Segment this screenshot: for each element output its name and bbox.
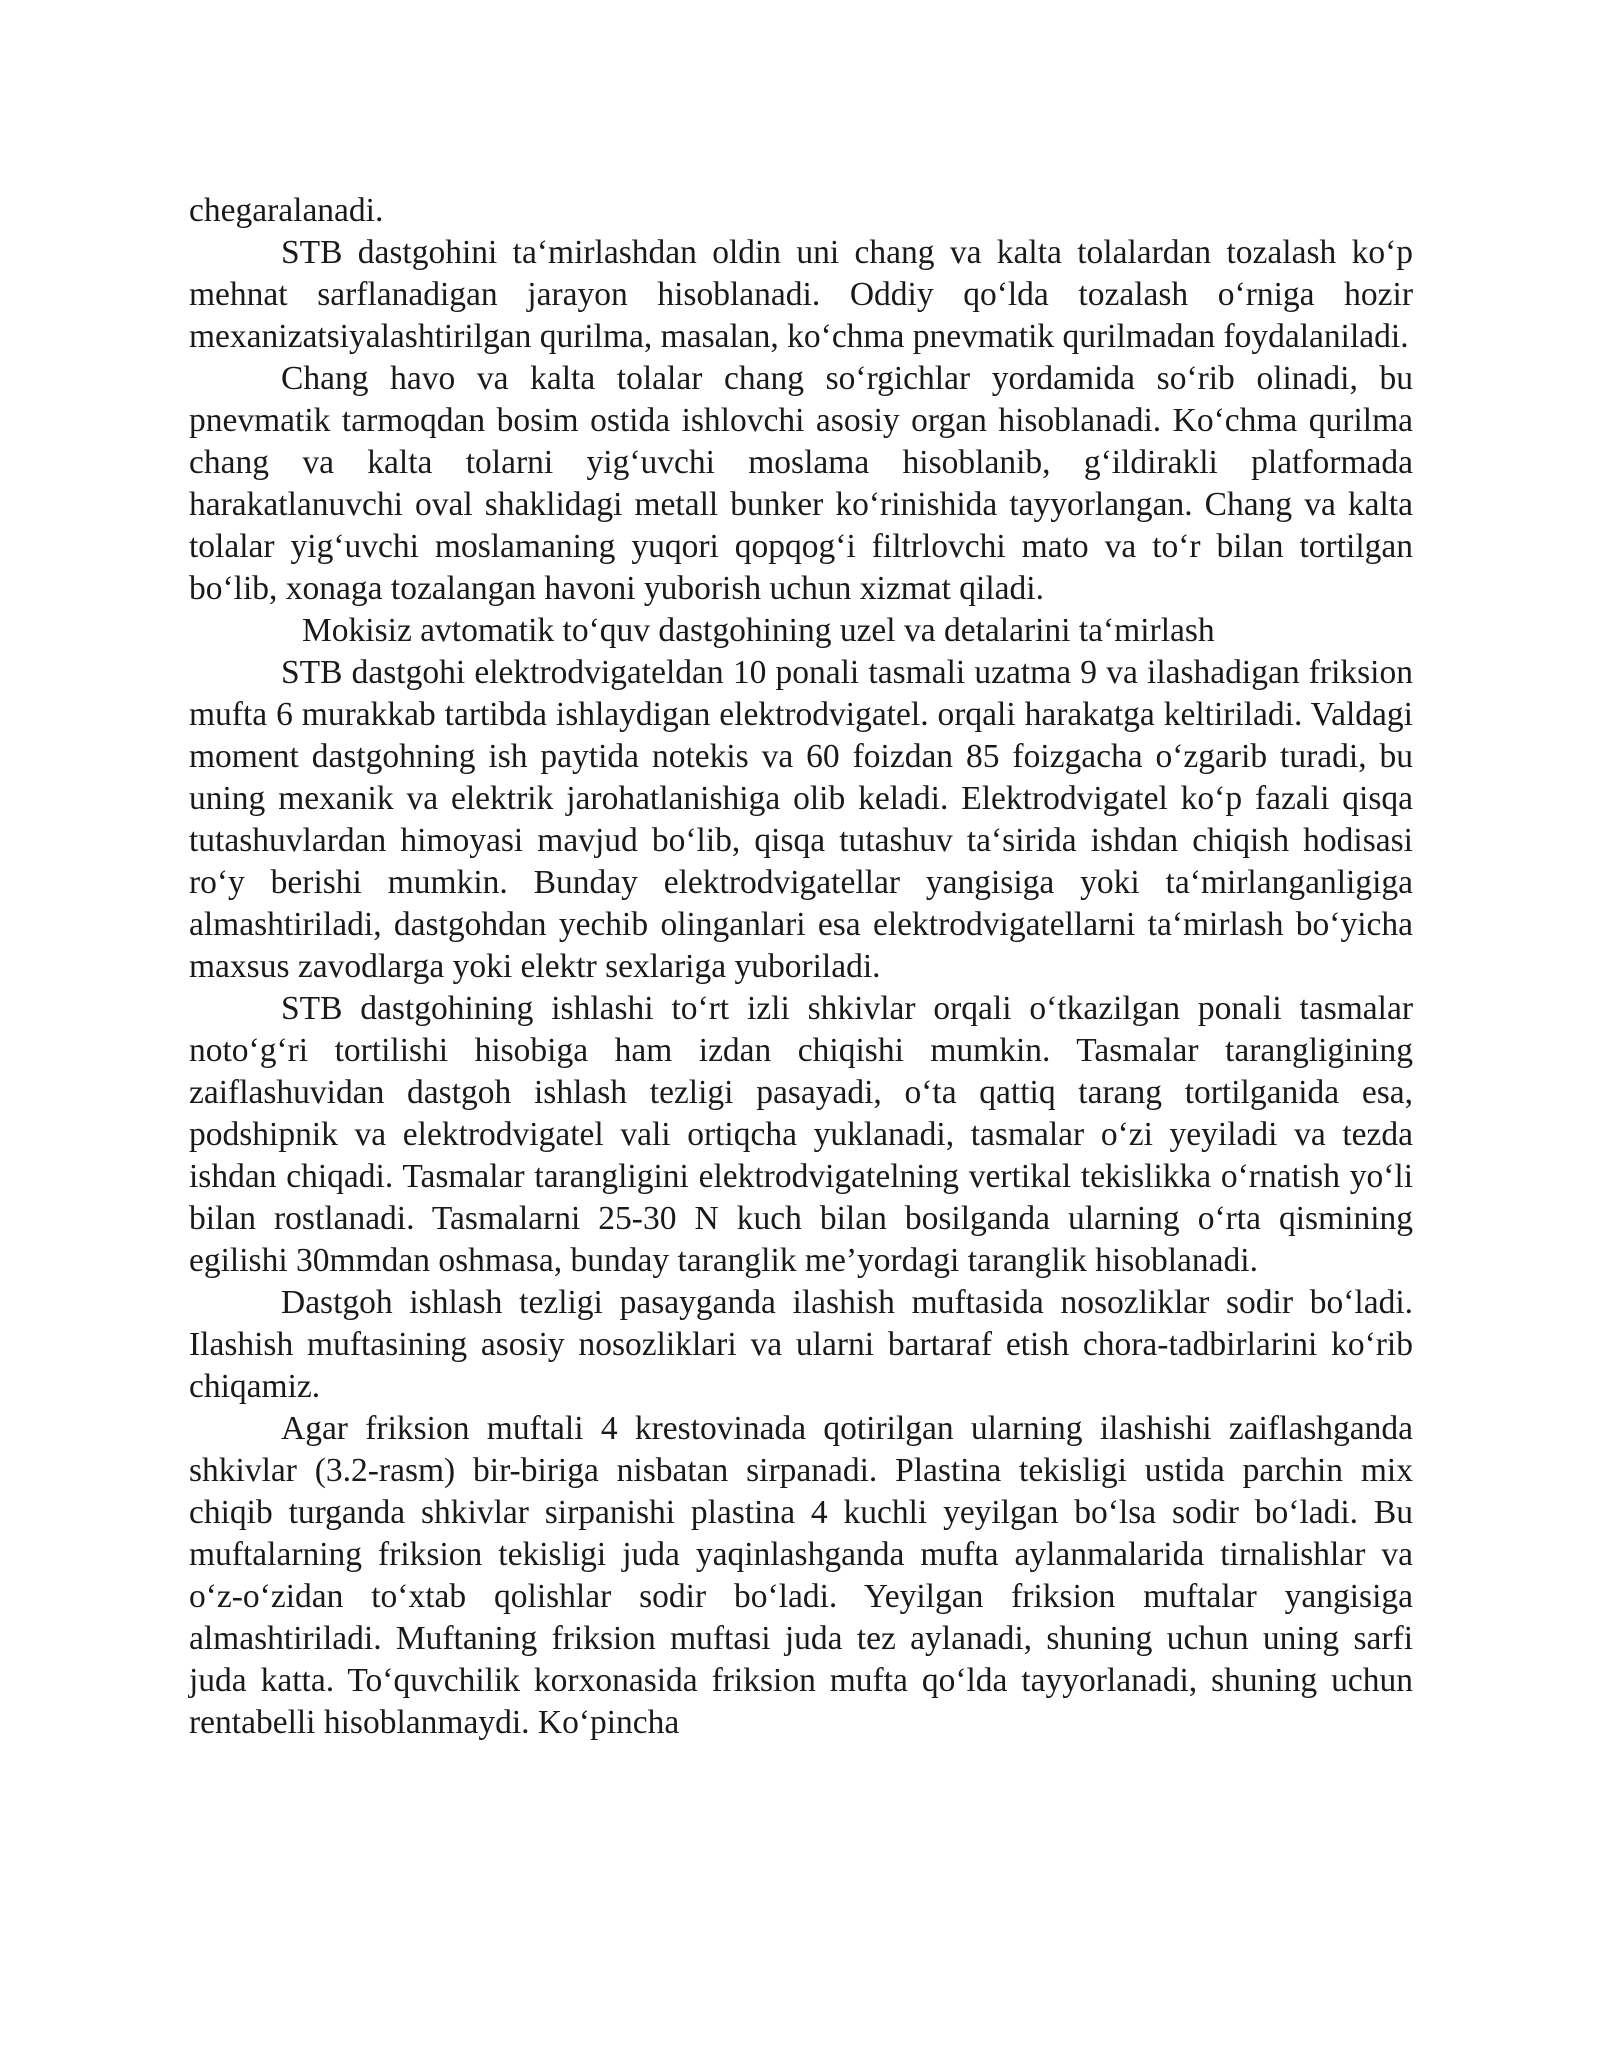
paragraph-clutch-faults: Dastgoh ishlash tezligi pasayganda ilashish muftasida nosozliklar sodir bo‘ladi. Ilashish muftasining asosiy nosozliklari va ularni bartaraf etish chora-tadbirlarini ko‘rib chiqamiz.	[189, 1284, 1413, 1405]
section-heading: Mokisiz avtomatik to‘quv dastgohining uzel va detalarini ta‘mirlash	[302, 612, 1215, 649]
paragraph-continuation: chegaralanadi.	[189, 192, 384, 229]
paragraph-electric-motor: STB dastgohi elektrodvigateldan 10 ponali tasmali uzatma 9 va ilashadigan friksion mufta 6 murakkab tartibda ishlaydigan elektrodvigatel. orqali harakatga keltiriladi. Valdagi moment dastgohning ish paytida notekis va 60 foizdan 85 foizgacha o‘zgarib turadi, bu uning mexanik va elektrik jarohatlanishiga olib keladi. Elektrodvigatel ko‘p fazali qisqa tutashuvlardan himoyasi mavjud bo‘lib, qisqa tutashuv ta‘sirida ishdan chiqish hodisasi ro‘y berishi mumkin. Bunday elektrodvigatellar yangisiga yoki ta‘mirlanganligiga almashtiriladi, dastgohdan yechib olinganlari esa elektrodvigatellarni ta‘mirlash bo‘yicha maxsus zavodlarga yoki elektr sexlariga yuboriladi.	[189, 654, 1413, 985]
document-page	[189, 190, 1413, 1744]
paragraph-dust-collector: Chang havo va kalta tolalar chang so‘rgichlar yordamida so‘rib olinadi, bu pnevmatik tarmoqdan bosim ostida ishlovchi asosiy organ hisoblanadi. Ko‘chma qurilma chang va kalta tolarni yig‘uvchi moslama hisoblanib, g‘ildirakli platformada harakatlanuvchi oval shaklidagi metall bunker ko‘rinishida tayyorlangan. Chang va kalta tolalar yig‘uvchi moslamaning yuqori qopqog‘i filtrlovchi mato va to‘r bilan tortilgan bo‘lib, xonaga tozalangan havoni yuborish uchun xizmat qiladi.	[189, 360, 1413, 607]
paragraph-belt-tension: STB dastgohining ishlashi to‘rt izli shkivlar orqali o‘tkazilgan ponali tasmalar noto‘g‘ri tortilishi hisobiga ham izdan chiqishi mumkin. Tasmalar tarangligining zaiflashuvidan dastgoh ishlash tezligi pasayadi, o‘ta qattiq tarang tortilganida esa, podshipnik va elektrodvigatel vali ortiqcha yuklanadi, tasmalar o‘zi yeyiladi va tezda ishdan chiqadi. Tasmalar tarangligini elektrodvigatelning vertikal tekislikka o‘rnatish yo‘li bilan rostlanadi. Tasmalarni 25-30 N kuch bilan bosilganda ularning o‘rta qismining egilishi 30mmdan oshmasa, bunday taranglik me’yordagi taranglik hisoblanadi.	[189, 990, 1413, 1279]
paragraph-friction-clutch: Agar friksion muftali 4 krestovinada qotirilgan ularning ilashishi zaiflashganda shkivlar (3.2-rasm) bir-biriga nisbatan sirpanadi. Plastina tekisligi ustida parchin mix chiqib turganda shkivlar sirpanishi plastina 4 kuchli yeyilgan bo‘lsa sodir bo‘ladi. Bu muftalarning friksion tekisligi juda yaqinlashganda mufta aylanmalarida tirnalishlar va o‘z-o‘zidan to‘xtab qolishlar sodir bo‘ladi. Yeyilgan friksion muftalar yangisiga almashtiriladi. Muftaning friksion muftasi juda tez aylanadi, shuning uchun uning sarfi juda katta. To‘quvchilik korxonasida friksion mufta qo‘lda tayyorlanadi, shuning uchun rentabelli hisoblanmaydi. Ko‘pincha	[189, 1410, 1413, 1741]
paragraph-cleaning: STB dastgohini ta‘mirlashdan oldin uni chang va kalta tolalardan tozalash ko‘p mehnat sarflanadigan jarayon hisoblanadi. Oddiy qo‘lda tozalash o‘rniga hozir mexanizatsiyalashtirilgan qurilma, masalan, ko‘chma pnevmatik qurilmadan foydalaniladi.	[189, 234, 1413, 355]
